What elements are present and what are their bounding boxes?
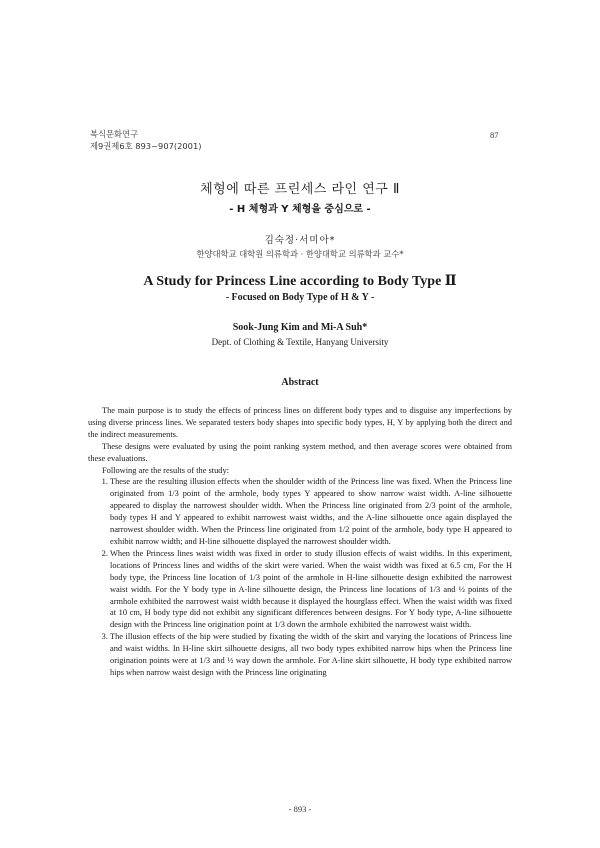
subtitle-english: - Focused on Body Type of H & Y - [225,292,375,303]
authors-english: Sook-Jung Kim and Mi-A Suh* [232,322,368,333]
results-list [88,476,512,678]
abstract-body [88,405,512,679]
title-korean: 체형에 따른 프린세스 라인 연구 Ⅱ [200,182,400,197]
title-english: A Study for Princess Line according to Body Type Ⅱ [143,274,457,289]
result-item: 1. These are the resulting illusion effects when the shoulder width of the Princess line was fixed. When the Princess line originated from 1/3 point of the armhole, body types Y appeared to show narrow waist width. A-line silhouette appeared to display the narrowest shoulder width. When the Princess line originated from 2/3 point of the armhole, body types H and Y appeared to exhibit narrowest waist widths, and the A-line silhouette once again displayed the narrowest shoulder width. When the Princess line originated from 1/2 point of the armhole, body type H appeared to exhibit narrow width; and H-line silhouette displayed the narrowest shoulder width. [110,476,512,547]
affiliation-english: Dept. of Clothing & Textile, Hanyang University [211,337,389,347]
abstract-heading: Abstract [281,377,319,388]
result-item: 2. When the Princess lines waist width was fixed in order to study illusion effects of waist widths. In this experiment, locations of Princess lines and widths of the skirt were varied. When the waist width was fixed at 6.5 cm, For the H body type, the Princess line location of 1/3 point of the armhole in H-line silhouette design exhibited the narrowest waist width. For the Y body type in A-line silhouette design, the Princess line locations of 1/3 and ½ points of the armhole exhibited the narrowest waist width because it displayed the hourglass effect. When the waist width was fixed at 10 cm, H body type did not exhibit any significant differences between designs. For Y body type, A-line silhouette design with the Princess line origination point at 1/3 down the armhole exhibited the narrowest waist width. [110,548,512,631]
page-number-top: 87 [490,130,499,140]
journal-name: 복식문화연구 [90,129,139,139]
abstract-paragraph: Following are the results of the study: [102,465,230,475]
subtitle-korean: - H 체형과 Y 체형을 중심으로 - [229,204,371,215]
journal-volume: 제9권제6호 893~907(2001) [90,141,202,151]
abstract-paragraph: These designs were evaluated by using the point ranking system method, and then average scores were obtained from these evaluations. [88,441,512,463]
journal-header [90,128,201,152]
abstract-paragraph: The main purpose is to study the effects of princess lines on different body types and to disguise any imperfections by using diverse princess lines. We separated testers body shapes into specific body types, H, Y by applying both the direct and the indirect measurements. [88,406,512,439]
affiliation-korean: 한양대학교 대학원 의류학과 · 한양대학교 의류학과 교수* [196,249,404,259]
page-number-bottom: - 893 - [288,804,312,814]
result-item: 3. The illusion effects of the hip were studied by fixating the width of the skirt and varying the locations of Princess line and waist widths. In H-line skirt silhouette designs, all two body types exhibited narrow hips when the Princess line origination points were at 1/3 and ½ way down the armhole. For A-line skirt silhouette, H body type exhibited narrow hips when narrow waist design with the Princess line originating [110,631,512,679]
authors-korean: 김숙정·서미아* [264,235,336,246]
